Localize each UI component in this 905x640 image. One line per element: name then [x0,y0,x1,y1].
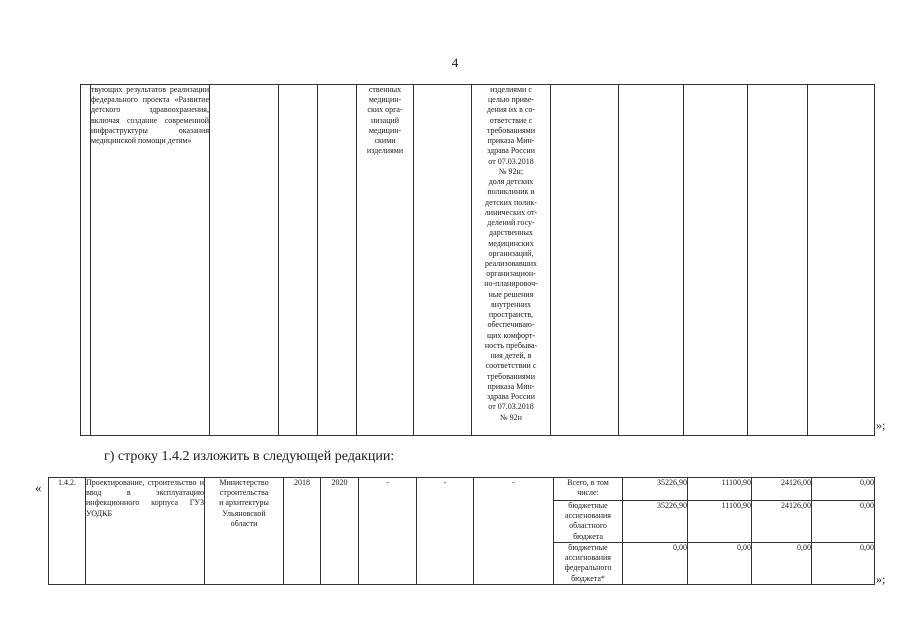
cell-empty [210,85,279,436]
funding-value: 35226,90 [623,478,688,501]
cell-empty [81,85,91,436]
year-end: 2020 [321,478,359,585]
funding-value: 35226,90 [623,501,688,543]
funding-value: 11100,90 [688,478,752,501]
executor: Министерство строительства и архитектуры Ульяновской области [205,478,284,585]
close-mark-1: »; [876,418,886,432]
indicator-text-cell: изделиями с целью приве- дения их в со- ответствие с требованиями приказа Мин- здрава России от 07.03.2018 № 92н; доля детских поликлиник и детских полик- линических от- делений госу- дарственных медицинских организаций, реализовавших организацион- но-планировоч- ные решения внутренних пространств, обеспечиваю- щих комфорт- ность пребыва- ния детей, в соответствии с требованиями приказа Мин- здрава России от 07.03.2018 № 92н [472,85,551,436]
funding-value: 0,00 [812,543,875,585]
funding-source-label: бюджетные ассигнования федерального бюджета* [554,543,623,585]
row-1-4-2-table [48,477,875,585]
funding-value: 0,00 [812,501,875,543]
cell-empty [279,85,318,436]
close-mark-2: »; [876,572,886,586]
continuation-table [80,84,875,436]
dash-cell: - [359,478,417,585]
page-number: 4 [451,55,459,70]
activity-name: Проектирование, строительство и ввод в эксплуатацию инфекционного корпуса ГУЗ УОДКБ [86,478,205,585]
funding-value: 0,00 [688,543,752,585]
dash-cell: - [474,478,554,585]
funding-value: 0,00 [752,543,812,585]
funding-value: 0,00 [812,478,875,501]
funding-value: 24126,00 [752,478,812,501]
year-start: 2018 [284,478,321,585]
objective-text-cell: твующих результатов реализации федерального проекта «Развитие детского здравоохранения, включая создание современной инфраструктуры оказания медицинской помощи детям» [91,85,210,436]
cell-empty [318,85,357,436]
funding-source-label: бюджетные ассигнования областного бюджета [554,501,623,543]
cell-empty [748,85,808,436]
amendment-heading: г) строку 1.4.2 изложить в следующей редакции: [104,449,395,464]
funding-source-label: Всего, в том числе: [554,478,623,501]
cell-empty [551,85,619,436]
funding-value: 24126,00 [752,501,812,543]
row-number: 1.4.2. [49,478,86,585]
funding-value: 0,00 [623,543,688,585]
cell-empty [684,85,748,436]
result-text-cell: ственных медицин- ских орга- низаций медицин- скими изделиями [357,85,414,436]
cell-empty [619,85,684,436]
opening-quote: « [35,480,42,495]
cell-empty [808,85,875,436]
funding-value: 11100,90 [688,501,752,543]
dash-cell: - [417,478,474,585]
cell-empty [414,85,472,436]
